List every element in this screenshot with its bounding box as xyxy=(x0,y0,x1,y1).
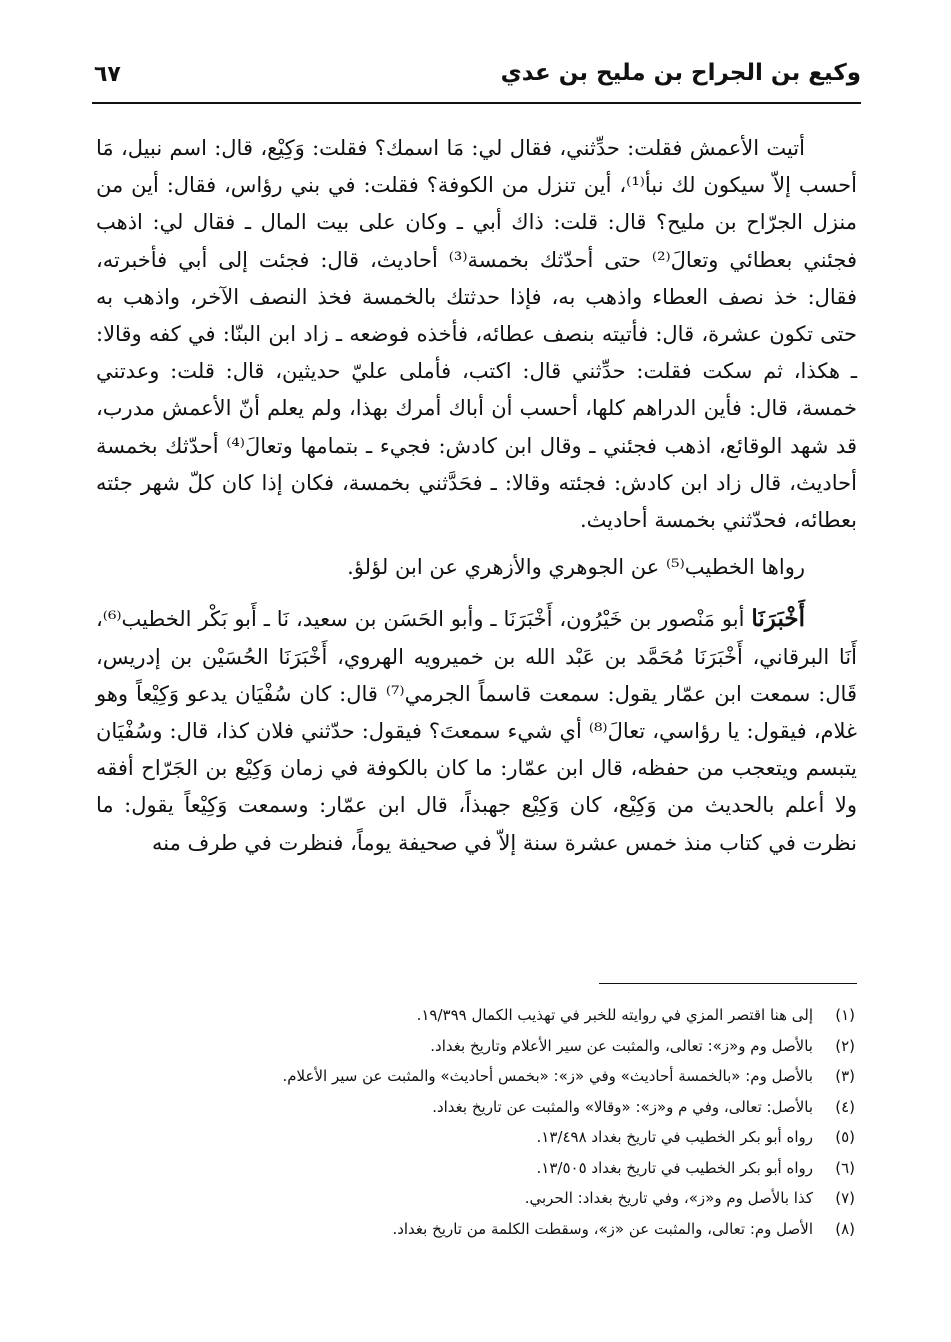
page-number: ٦٧ xyxy=(94,62,121,87)
footnote-number: (٧) xyxy=(835,1189,855,1208)
footnote-8 xyxy=(96,1214,855,1245)
footnote-number: (٨) xyxy=(835,1219,855,1238)
footnote-text: بالأصل: تعالى، وفي م و«ز»: «وقالا» والمثبت عن تاريخ بغداد. xyxy=(432,1097,813,1116)
footnote-number: (٣) xyxy=(835,1067,855,1086)
header-title: وكيع بن الجراح بن مليح بن عدي xyxy=(500,60,861,86)
footnote-6 xyxy=(96,1153,855,1184)
paragraph-narration: رواها الخطيب⁽⁵⁾ عن الجوهري والأزهري عن ابن لؤلؤ. xyxy=(347,555,805,580)
footnote-text: رواه أبو بكر الخطيب في تاريخ بغداد ١٣/٤٩٨. xyxy=(536,1128,813,1147)
isnad-lead-word: أَخْبَرَنَا xyxy=(751,605,805,633)
footnotes xyxy=(96,1000,855,1244)
paragraph-wakee-story: أتيت الأعمش فقلت: حدِّثني، فقال لي: مَا اسمك؟ فقلت: وَكِيْع، قال: اسم نبيل، مَا أحسب إلاّ سيكون لك نبأ⁽¹⁾، أين تنزل من الكوفة؟ فقلت: في بني رؤاس، فقال: أين من منزل الجرّاح بن مليح؟ قال: قلت: ذاك أبي ـ وكان على بيت المال ـ فقال لي: اذهب فجئني بعطائي وتعالَ⁽²⁾ حتى أحدّثك بخمسة⁽³⁾ أحاديث، قال: فجئت إلى أبي فأخبرته، فقال: خذ نصف العطاء واذهب به، فإذا حدثتك بالخمسة فخذ النصف الآخر، واذهب به حتى تكون عشرة، قال: فأتيته بنصف عطائه، فأخذه فوضعه ـ زاد ابن البنّا: في كفه وقالا: ـ هكذا، ثم سكت فقلت: حدِّثني قال: اكتب، فأملى عليّ حديثين، قال: قلت: وعدتني خمسة، قال: فأين الدراهم كلها، أحسب أن أباك أمرك بهذا، ولم يعلم أنّ الأعمش مدرب، قد شهد الوقائع، اذهب فجئني ـ وقال ابن كادش: فجيء ـ بتمامها وتعالَ⁽⁴⁾ أحدّثك بخمسة أحاديث، قال زاد ابن كادش: فجئته وقالا: ـ فحَدَّثني بخمسة، فكان إذا كان كلّ شهر جئته بعطائه، فحدّثني بخمسة أحاديث. xyxy=(96,136,857,533)
footnote-5 xyxy=(96,1122,855,1153)
main-text xyxy=(96,130,857,862)
footnote-text: بالأصل وم: «بالخمسة أحاديث» وفي «ز»: «بخمس أحاديث» والمثبت عن سير الأعلام. xyxy=(282,1067,813,1086)
footnote-3 xyxy=(96,1061,855,1092)
footnote-text: رواه أبو بكر الخطيب في تاريخ بغداد ١٣/٥٠٥. xyxy=(536,1158,813,1177)
footnote-text: الأصل وم: تعالى، والمثبت عن «ز»، وسقطت الكلمة من تاريخ بغداد. xyxy=(392,1219,813,1238)
footnote-number: (١) xyxy=(835,1006,855,1025)
footnote-number: (٥) xyxy=(835,1128,855,1147)
footnote-number: (٢) xyxy=(835,1036,855,1055)
footnote-number: (٦) xyxy=(835,1158,855,1177)
footnote-4 xyxy=(96,1092,855,1123)
isnad-text: أبو مَنْصور بن خَيْرُون، أَخْبَرَنَا ـ وأبو الحَسَن بن سعيد، نَا ـ أَبو بَكْر الخطيب⁽⁶⁾، أَنَا البرقاني، أَخْبَرَنَا مُحَمَّد بن عَبْد الله بن خميرويه الهروي، أَخْبَرَنَا الحُسَيْن بن إدريس، قَال: سمعت ابن عمّار يقول: سمعت قاسماً الجرمي⁽⁷⁾ قال: كان سُفْيَان يدعو وَكِيْعاً وهو غلام، فيقول: يا رؤاسي، تعالَ⁽⁸⁾ أي شيء سمعتَ؟ فيقول: حدّثني فلان كذا، قال: وسُفْيَان يتبسم ويتعجب من حفظه، قال ابن عمّار: ما كان بالكوفة في زمان وَكِيْع بن الجَرّاح أفقه ولا أعلم بالحديث من وَكِيْع، كان وَكِيْع جهبذاً، قال ابن عمّار: وسمعت وَكِيْعاً يقول: ما نظرت في كتاب منذ خمس عشرة سنة إلاّ في صحيفة يوماً، فنظرت في طرف منه xyxy=(96,607,857,855)
footnote-2 xyxy=(96,1031,855,1062)
footnote-text: كذا بالأصل وم و«ز»، وفي تاريخ بغداد: الحربي. xyxy=(524,1189,813,1208)
footnote-number: (٤) xyxy=(835,1097,855,1116)
footnote-text: بالأصل وم و«ز»: تعالى، والمثبت عن سير الأعلام وتاريخ بغداد. xyxy=(430,1036,813,1055)
footnote-text: إلى هنا اقتصر المزي في روايته للخبر في تهذيب الكمال ١٩/٣٩٩. xyxy=(416,1006,813,1025)
running-header xyxy=(92,58,861,104)
paragraph-isnad xyxy=(96,600,857,861)
footnote-1 xyxy=(96,1000,855,1031)
footnote-separator xyxy=(599,983,857,984)
footnote-7 xyxy=(96,1183,855,1214)
